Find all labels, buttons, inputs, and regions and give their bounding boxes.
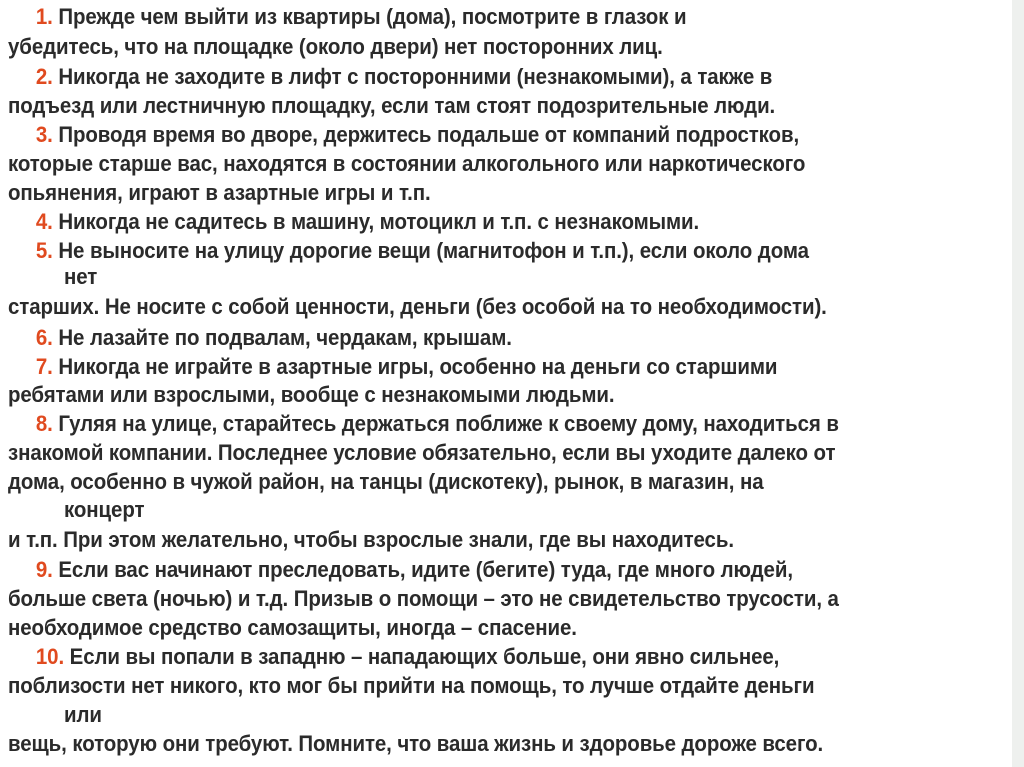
rule-7-cont: ребятами или взрослыми, вообще с незнакомыми людьми. (8, 382, 615, 407)
rule-1-cont: убедитесь, что на площадке (около двери) нет посторонних лиц. (8, 34, 663, 59)
rule-number: 9. (35, 557, 53, 582)
rule-9 (8, 557, 793, 583)
rule-8-cont: и т.п. При этом желательно, чтобы взрослые знали, где вы находитесь. (8, 527, 734, 552)
rule-3 (8, 122, 799, 148)
rule-2-cont: подъезд или лестничную площадку, если там стоят подозрительные люди. (8, 93, 776, 118)
rule-text: Гуляя на улице, старайтесь держаться поближе к своему дому, находиться в (58, 411, 839, 436)
rule-8-cont: дома, особенно в чужой район, на танцы (дискотеку), рынок, в магазин, на (8, 469, 764, 494)
rule-number: 8. (35, 411, 53, 436)
rule-number: 7. (35, 354, 53, 379)
rule-text: Если вы попали в западню – нападающих больше, они явно сильнее, (69, 644, 780, 669)
rule-1 (8, 4, 686, 30)
rule-text: Никогда не играйте в азартные игры, особенно на деньги со старшими (58, 354, 778, 379)
rule-text: Не выносите на улицу дорогие вещи (магнитофон и т.п.), если около дома (58, 238, 809, 263)
rule-9-cont: необходимое средство самозащиты, иногда – спасение. (8, 615, 577, 640)
rule-number: 3. (35, 122, 53, 147)
rule-10-cont: вещь, которую они требуют. Помните, что ваша жизнь и здоровье дороже всего. (8, 731, 824, 756)
rule-text: Прежде чем выйти из квартиры (дома), посмотрите в глазок и (58, 4, 687, 29)
rule-10 (8, 644, 779, 670)
rule-number: 1. (35, 4, 53, 29)
rule-5 (8, 238, 809, 264)
rule-number: 4. (35, 209, 53, 234)
rule-5-cont: старших. Не носите с собой ценности, деньги (без особой на то необходимости). (8, 294, 827, 319)
rule-8-cont: концерт (64, 497, 145, 522)
rule-text: Никогда не садитесь в машину, мотоцикл и т.п. с незнакомыми. (58, 209, 700, 234)
rule-6 (8, 325, 512, 351)
rule-8-cont: знакомой компании. Последнее условие обязательно, если вы уходите далеко от (8, 440, 836, 465)
rule-9-cont: больше света (ночью) и т.д. Призыв о помощи – это не свидетельство трусости, а (8, 586, 839, 611)
rule-10-cont: поблизости нет никого, кто мог бы прийти на помощь, то лучше отдайте деньги (8, 673, 815, 698)
rule-number: 6. (35, 325, 53, 350)
rule-3-cont: которые старше вас, находятся в состоянии алкогольного или наркотического (8, 151, 806, 176)
rule-3-cont: опьянения, играют в азартные игры и т.п. (8, 180, 431, 205)
rule-8 (8, 411, 839, 437)
rule-5-cont: нет (64, 264, 98, 289)
rule-text: Проводя время во дворе, держитесь подальше от компаний подростков, (58, 122, 800, 147)
rule-4 (8, 209, 699, 235)
rule-text: Никогда не заходите в лифт с посторонними (незнакомыми), а также в (58, 64, 773, 89)
rule-10-cont: или (64, 702, 102, 727)
rule-number: 10. (35, 644, 65, 669)
rule-text: Если вас начинают преследовать, идите (бегите) туда, где много людей, (58, 557, 793, 582)
rule-number: 2. (35, 64, 53, 89)
rule-number: 5. (35, 238, 53, 263)
rule-2 (8, 64, 772, 90)
rule-text: Не лазайте по подвалам, чердакам, крышам. (58, 325, 512, 350)
rule-7 (8, 354, 777, 380)
